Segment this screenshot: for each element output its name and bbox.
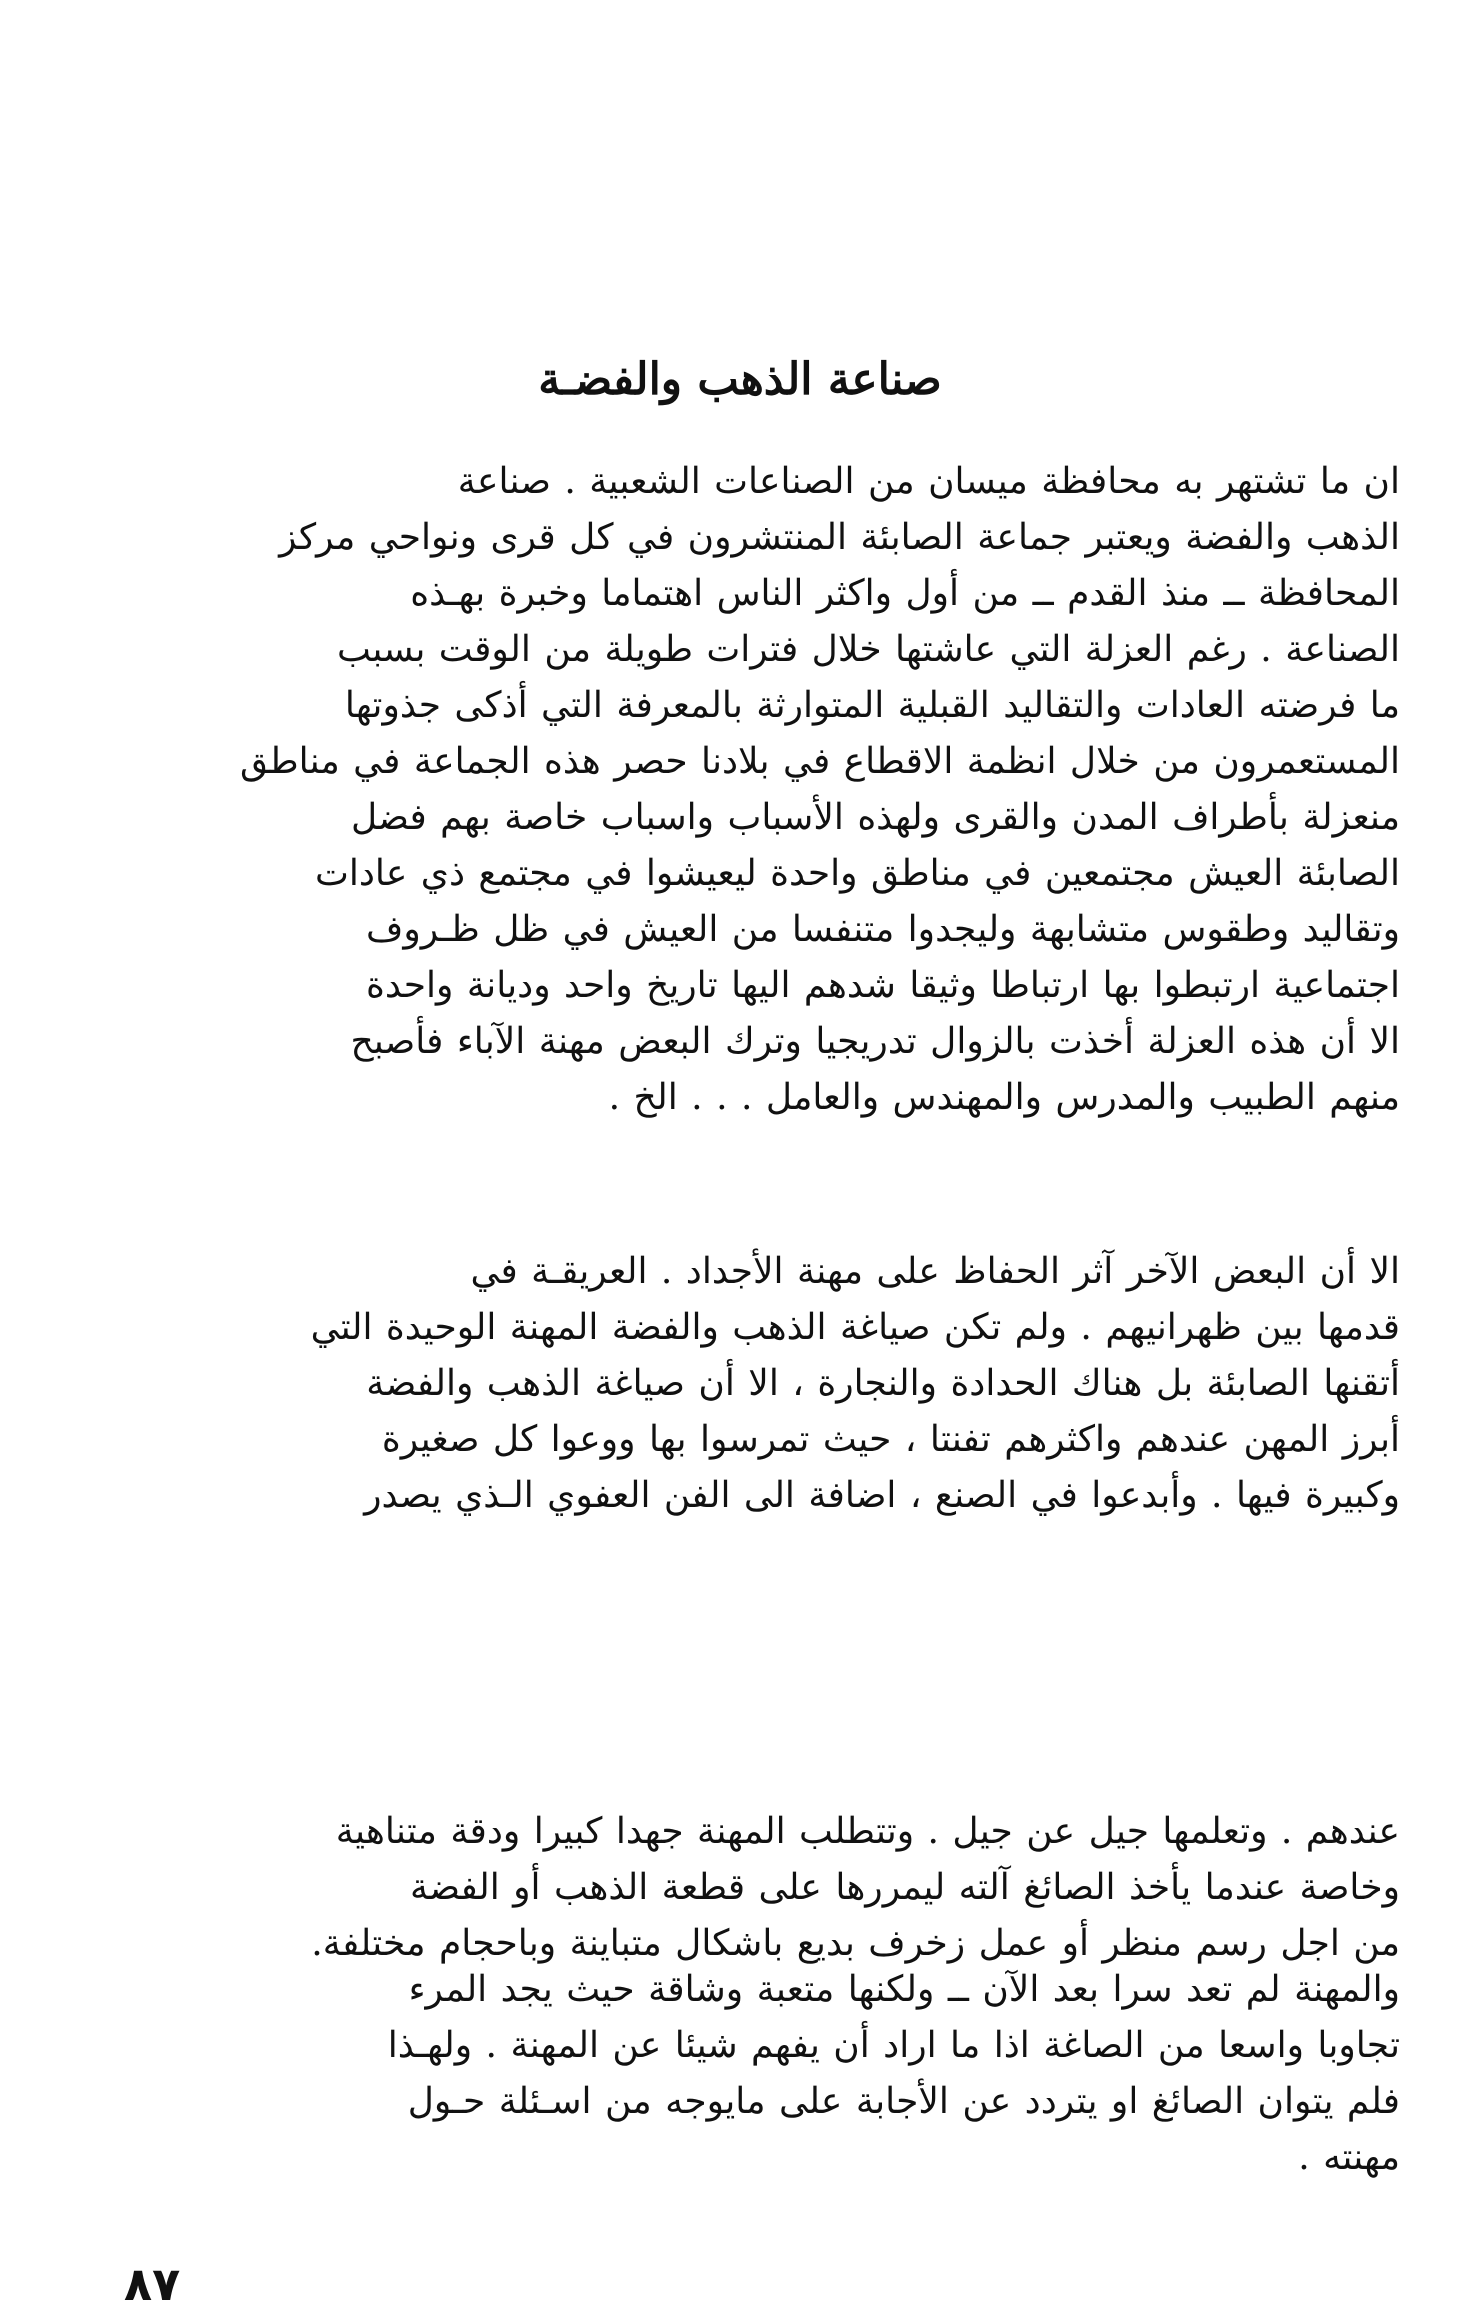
paragraph-1 [80, 454, 1400, 1126]
text-line: المستعمرون من خلال انظمة الاقطاع في بلادنا حصر هذه الجماعة في مناطق [239, 741, 1400, 782]
paragraph-3 [80, 1962, 1400, 2186]
text-line: والمهنة لم تعد سرا بعد الآن ــ ولكنها متعبة وشاقة حيث يجد المرء [408, 1969, 1400, 2010]
text-line: أتقنها الصابئة بل هناك الحدادة والنجارة ، الا أن صياغة الذهب والفضة [366, 1363, 1400, 1404]
text-line: وخاصة عندما يأخذ الصائغ آلته ليمررها على قطعة الذهب أو الفضة [410, 1867, 1400, 1908]
text-line: منهم الطبيب والمدرس والمهندس والعامل . . . الخ . [608, 1077, 1400, 1118]
faded-text-line [80, 230, 1400, 288]
text-line: منعزلة بأطراف المدن والقرى ولهذه الأسباب واسباب خاصة بهم فضل [351, 797, 1400, 838]
text-line: المحافظة ــ منذ القدم ــ من أول واكثر الناس اهتماما وخبرة بهـذه [410, 573, 1400, 614]
text-line: فلم يتوان الصائغ او يتردد عن الأجابة على مايوجه من اسـئلة حـول [407, 2081, 1400, 2122]
text-line: وكبيرة فيها . وأبدعوا في الصنع ، اضافة الى الفن العفوي الـذي يصدر [364, 1475, 1400, 1516]
faded-text-line [80, 1580, 1400, 1636]
faded-top-paragraph [80, 56, 1400, 296]
document-page [80, 56, 1400, 2311]
page-number: ٨٧ [124, 2257, 181, 2311]
text-line: عندهم . وتعلمها جيل عن جيل . وتتطلب المهنة جهدا كبيرا ودقة متناهية [335, 1811, 1400, 1852]
text-line: الا أن هذه العزلة أخذت بالزوال تدريجيا وترك البعض مهنة الآباء فأصبح [350, 1021, 1400, 1062]
text-line: الا أن البعض الآخر آثر الحفاظ على مهنة الأجداد . العريقـة في [470, 1251, 1400, 1292]
text-line: ان ما تشتهر به محافظة ميسان من الصناعات الشعبية . صناعة [457, 461, 1400, 502]
text-line: ما فرضته العادات والتقاليد القبلية المتوارثة بالمعرفة التي أذكى جذوتها [344, 685, 1400, 726]
text-line: اجتماعية ارتبطوا بها ارتباطا وثيقا شدهم اليها تاريخ واحد وديانة واحدة [366, 965, 1400, 1006]
text-line: الصناعة . رغم العزلة التي عاشتها خلال فترات طويلة من الوقت بسبب [336, 629, 1400, 670]
faded-text-line [80, 114, 1400, 172]
text-line: من اجل رسم منظر أو عمل زخرف بديع باشكال متباينة وباحجام مختلفة. [311, 1923, 1400, 1964]
text-line: تجاوبا واسعا من الصاغة اذا ما اراد أن يفهم شيئا عن المهنة . ولهـذا [387, 2025, 1400, 2066]
paragraph-2 [80, 1244, 1400, 1972]
text-line: أبرز المهن عندهم واكثرهم تفنتا ، حيث تمرسوا بها ووعوا كل صغيرة [381, 1419, 1400, 1460]
faded-text-line [80, 1524, 1400, 1580]
text-line: قدمها بين ظهرانيهم . ولم تكن صياغة الذهب والفضة المهنة الوحيدة التي [310, 1307, 1400, 1348]
section-title: صناعة الذهب والفضـة [538, 354, 942, 405]
faded-text-line [80, 1692, 1400, 1748]
text-line: الذهب والفضة ويعتبر جماعة الصابئة المنتشرون في كل قرى ونواحي مركز [279, 517, 1400, 558]
text-line: الصابئة العيش مجتمعين في مناطق واحدة ليعيشوا في مجتمع ذي عادات [314, 853, 1400, 894]
faded-text-line [80, 1748, 1400, 1804]
faded-text-line [80, 1636, 1400, 1692]
text-line: مهنته . [1298, 2137, 1400, 2178]
text-line: وتقاليد وطقوس متشابهة وليجدوا متنفسا من العيش في ظل ظـروف [366, 909, 1400, 950]
faded-text-line [80, 172, 1400, 230]
faded-text-line [80, 56, 1400, 114]
